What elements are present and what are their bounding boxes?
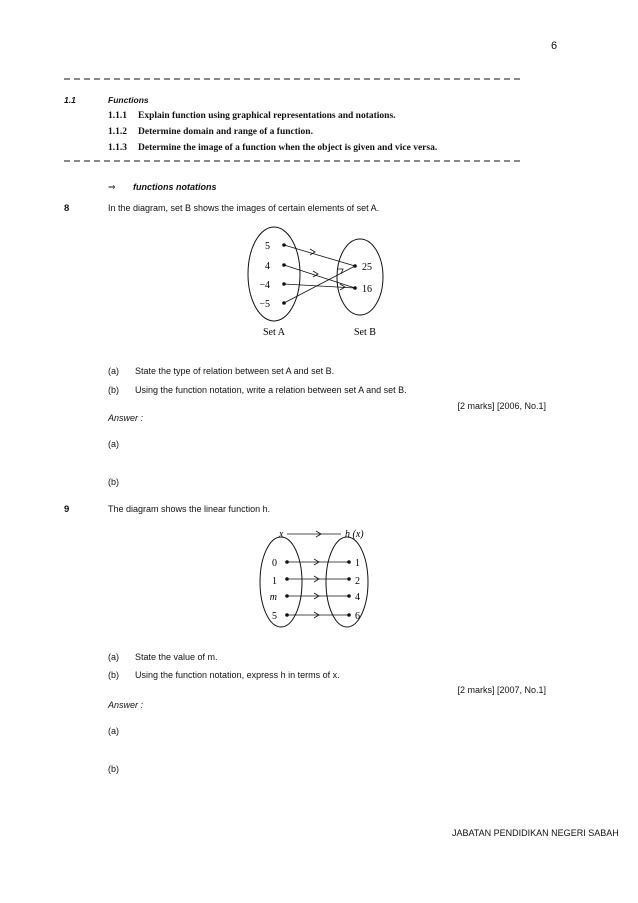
implies-arrow-icon: ⇒ [108,182,116,192]
page-number: 6 [551,40,558,52]
dashed-divider-bottom [64,160,520,162]
codomain-element: 6 [355,611,360,622]
part-label: (b) [108,385,119,395]
codomain-element: 2 [355,576,360,587]
part-text: State the type of relation between set A and set B. [135,366,335,376]
objective-2-text: Determine domain and range of a function. [138,127,313,137]
domain-element: m [269,592,277,603]
mapping-arrow [284,245,355,266]
topic-line [108,182,217,193]
objective-3-number: 1.1.3 [108,143,127,153]
question-8-part-b [108,385,407,395]
question-8-arrow-diagram [240,222,410,342]
question-9-arrow-diagram [255,525,385,635]
set-a-element: 5 [265,241,270,252]
objective-3-text: Determine the image of a function when the object is given and vice versa. [138,143,438,153]
question-8-answer-a: (a) [108,439,119,449]
set-a-element: −4 [259,280,270,291]
codomain-oval [326,537,368,627]
part-text: Using the function notation, express h in terms of x. [135,670,340,680]
objective-2 [108,127,313,137]
question-8-marks: [2 marks] [2006, No.1] [457,401,546,411]
objective-3 [108,143,437,153]
codomain-element: 1 [355,558,360,569]
domain-element: 5 [272,611,277,622]
function-input-label: x [279,529,284,540]
question-8-answer-b: (b) [108,477,119,487]
dashed-divider-top [64,78,520,80]
set-b-label: Set B [354,327,376,338]
question-9-part-a [108,652,218,662]
question-9-marks: [2 marks] [2007, No.1] [457,685,546,695]
set-a-label: Set A [263,327,285,338]
objective-1-number: 1.1.1 [108,111,127,121]
set-b-oval [337,239,383,315]
part-text: State the value of m. [135,652,218,662]
set-a-oval [248,227,300,321]
part-text: Using the function notation, write a relation between set A and set B. [135,385,407,395]
objective-1 [108,111,396,121]
domain-element: 0 [272,558,277,569]
part-label: (b) [108,670,119,680]
part-label: (a) [108,366,119,376]
objective-1-text: Explain function using graphical representations and notations. [138,111,396,121]
function-output-label: h (x) [345,529,364,540]
set-b-element: 16 [362,284,372,295]
question-9-part-b [108,670,340,680]
question-8-part-a [108,366,334,376]
domain-oval [260,537,302,627]
footer-text: JABATAN PENDIDIKAN NEGERI SABAH [452,828,619,838]
question-9-stem: The diagram shows the linear function h. [108,504,271,514]
codomain-element: 4 [355,592,360,603]
question-9-number: 9 [64,504,70,515]
question-8-answer-label: Answer : [108,413,144,423]
part-label: (a) [108,652,119,662]
objective-2-number: 1.1.2 [108,127,127,137]
question-9-answer-label: Answer : [108,700,144,710]
topic-text: functions notations [133,182,217,192]
domain-element: 1 [272,576,277,587]
question-8-stem: In the diagram, set B shows the images of certain elements of set A. [108,203,380,213]
set-b-element: 25 [362,262,372,273]
syllabus-number: 1.1 [64,95,76,105]
question-9-answer-a: (a) [108,726,119,736]
question-8-number: 8 [64,203,70,214]
question-9-answer-b: (b) [108,764,119,774]
syllabus-title: Functions [108,95,149,105]
set-a-element: −5 [259,299,270,310]
set-a-element: 4 [265,261,270,272]
